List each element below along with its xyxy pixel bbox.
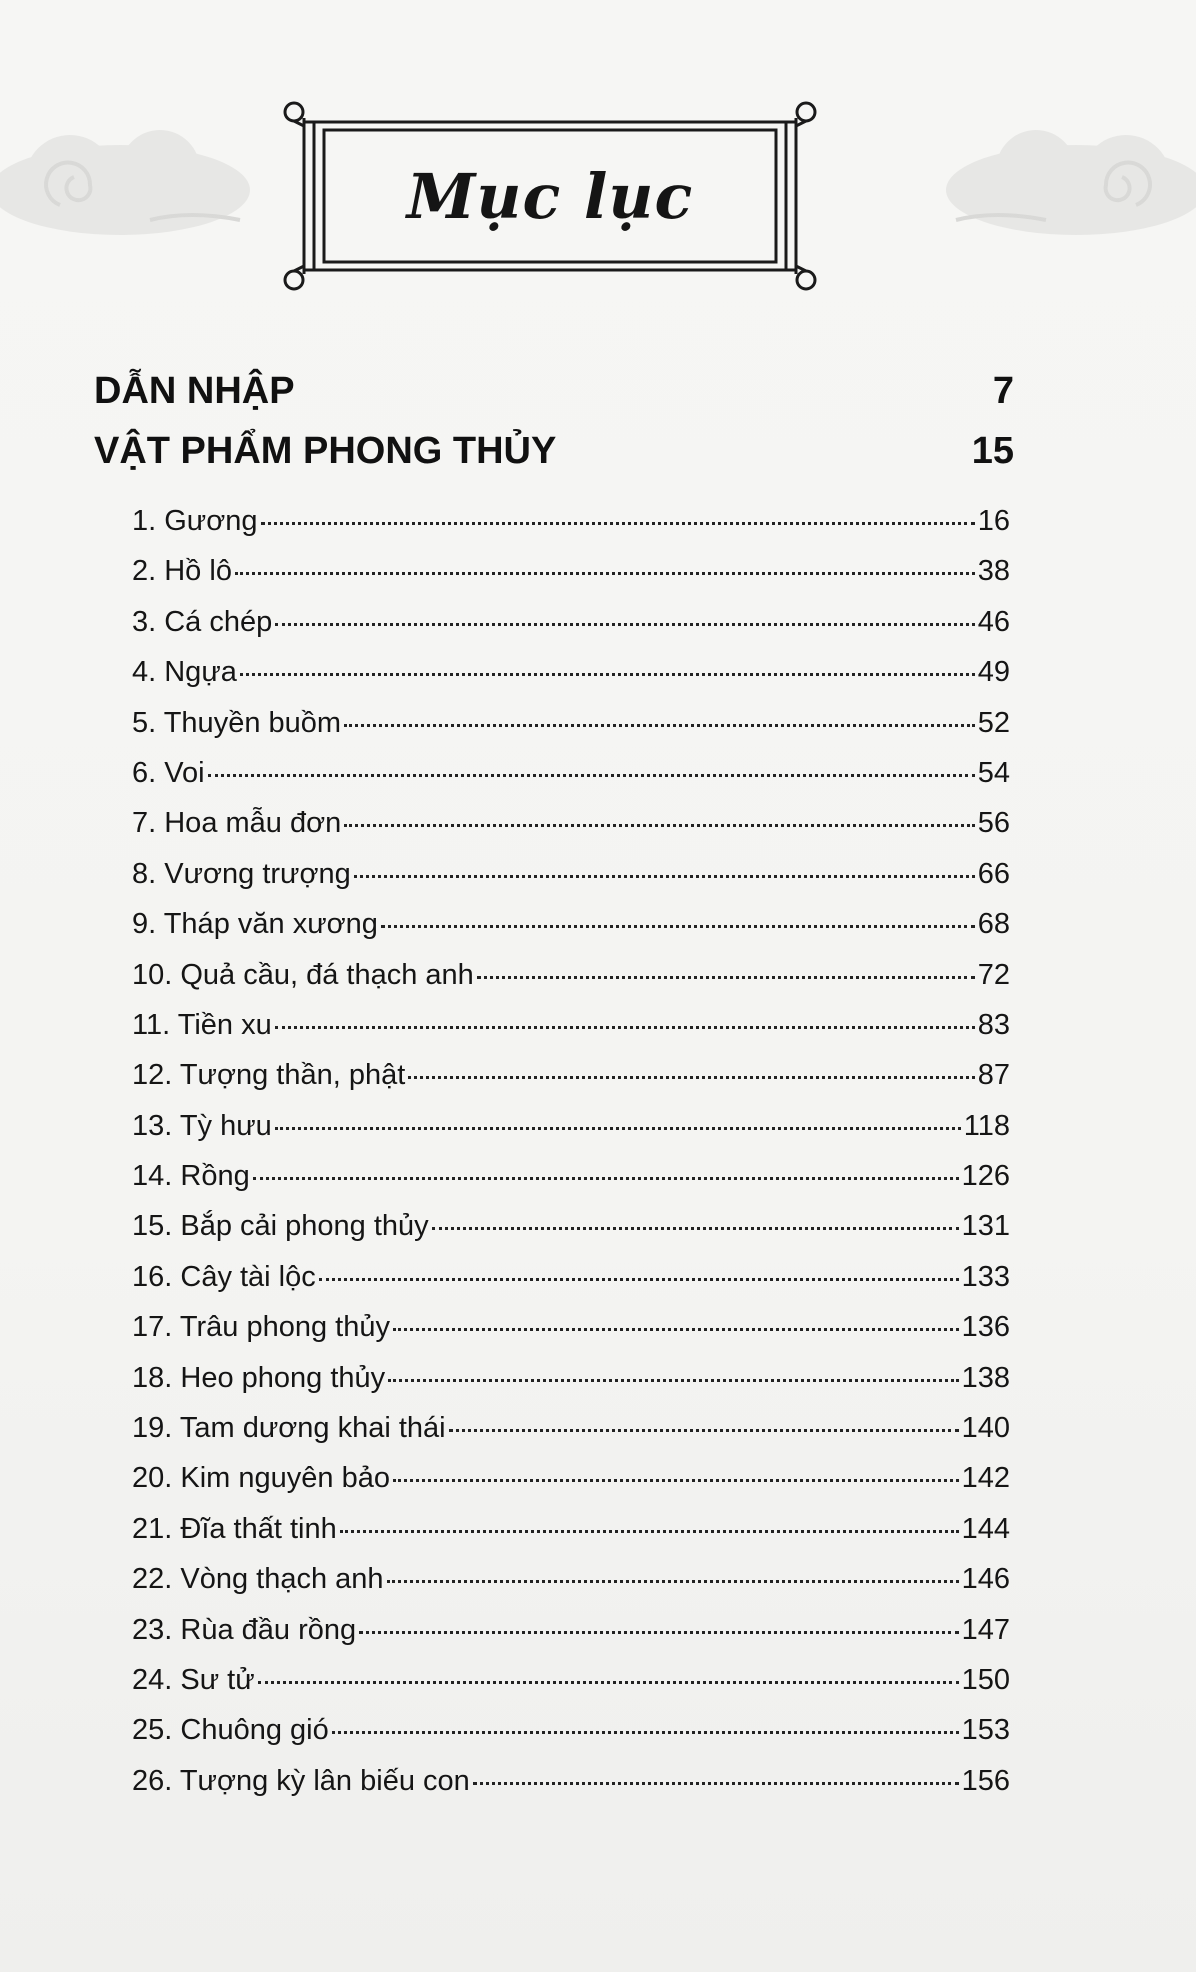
toc-entry-page: 56 bbox=[977, 807, 1010, 840]
page-title: Mục lục bbox=[406, 159, 694, 233]
dot-leader bbox=[275, 1026, 975, 1029]
dot-leader bbox=[261, 522, 975, 525]
toc-entry-page: 118 bbox=[963, 1109, 1010, 1142]
toc-entry bbox=[132, 1664, 1010, 1714]
toc-entry-label: 9. Tháp văn xương bbox=[132, 908, 378, 941]
section-label: VẬT PHẨM PHONG THỦY bbox=[94, 430, 557, 472]
toc-entry-label: 18. Heo phong thủy bbox=[132, 1361, 386, 1394]
toc-entry bbox=[132, 1614, 1010, 1664]
dot-leader bbox=[253, 1177, 959, 1180]
toc-entry-label: 5. Thuyền buồm bbox=[132, 706, 342, 739]
dot-leader bbox=[275, 623, 974, 626]
toc-entry-label: 15. Bắp cải phong thủy bbox=[132, 1210, 429, 1243]
toc-entry-label: 16. Cây tài lộc bbox=[132, 1260, 316, 1293]
toc-entry-label: 12. Tượng thần, phật bbox=[132, 1059, 406, 1092]
dot-leader bbox=[275, 1127, 961, 1130]
section-heading bbox=[94, 370, 1014, 430]
toc-entry-label: 3. Cá chép bbox=[132, 605, 273, 638]
dot-leader bbox=[208, 774, 975, 777]
toc-entry bbox=[132, 606, 1010, 656]
toc-entry-page: 153 bbox=[961, 1714, 1010, 1747]
toc-entry-page: 150 bbox=[961, 1663, 1010, 1696]
toc-entry-label: 2. Hồ lô bbox=[132, 555, 232, 588]
dot-leader bbox=[432, 1227, 959, 1230]
toc-entry bbox=[132, 707, 1010, 757]
toc-entry-page: 46 bbox=[977, 605, 1010, 638]
section-headings bbox=[94, 370, 1014, 490]
cloud-ornament-right bbox=[896, 110, 1196, 260]
toc-entry-page: 68 bbox=[977, 908, 1010, 941]
toc-entry-page: 66 bbox=[977, 857, 1010, 890]
toc-entry-label: 10. Quả cầu, đá thạch anh bbox=[132, 958, 474, 991]
toc-entry-page: 156 bbox=[961, 1764, 1010, 1797]
toc-entry-page: 133 bbox=[961, 1260, 1010, 1293]
section-label: DẪN NHẬP bbox=[94, 370, 295, 412]
toc-entry-page: 147 bbox=[961, 1613, 1010, 1646]
toc-entry-label: 21. Đĩa thất tinh bbox=[132, 1512, 337, 1545]
section-page: 7 bbox=[992, 370, 1014, 412]
dot-leader bbox=[381, 925, 975, 928]
toc-entry bbox=[132, 1362, 1010, 1412]
toc-entry-label: 4. Ngựa bbox=[132, 656, 237, 689]
toc-entry-label: 7. Hoa mẫu đơn bbox=[132, 807, 342, 840]
dot-leader bbox=[344, 824, 974, 827]
toc-entry bbox=[132, 1160, 1010, 1210]
toc-entry-label: 6. Voi bbox=[132, 756, 205, 789]
toc-entry bbox=[132, 1311, 1010, 1361]
toc-entry-label: 13. Tỳ hưu bbox=[132, 1109, 272, 1142]
dot-leader bbox=[354, 875, 975, 878]
toc-entry-page: 140 bbox=[961, 1412, 1010, 1445]
toc-entry bbox=[132, 1110, 1010, 1160]
cloud-ornament-left bbox=[0, 110, 300, 260]
toc-entry bbox=[132, 1563, 1010, 1613]
dot-leader bbox=[359, 1631, 958, 1634]
dot-leader bbox=[477, 976, 975, 979]
toc-entry-label: 23. Rùa đầu rồng bbox=[132, 1613, 357, 1646]
toc-entry bbox=[132, 1009, 1010, 1059]
dot-leader bbox=[240, 673, 975, 676]
toc-entry-page: 83 bbox=[977, 1008, 1010, 1041]
toc-entry bbox=[132, 908, 1010, 958]
dot-leader bbox=[258, 1681, 959, 1684]
toc-entry-label: 25. Chuông gió bbox=[132, 1714, 329, 1747]
toc-entry bbox=[132, 1765, 1010, 1815]
dot-leader bbox=[340, 1530, 959, 1533]
toc-entry-page: 146 bbox=[961, 1563, 1010, 1596]
toc-entry bbox=[132, 1714, 1010, 1764]
dot-leader bbox=[388, 1379, 958, 1382]
toc-entry bbox=[132, 505, 1010, 555]
toc-entry bbox=[132, 1412, 1010, 1462]
toc-entry-label: 19. Tam dương khai thái bbox=[132, 1412, 446, 1445]
toc-entry bbox=[132, 807, 1010, 857]
toc-entry bbox=[132, 959, 1010, 1009]
toc-entry-page: 142 bbox=[961, 1462, 1010, 1495]
toc-entry-page: 87 bbox=[977, 1059, 1010, 1092]
toc-list bbox=[132, 505, 1010, 1815]
toc-entry-label: 14. Rồng bbox=[132, 1160, 250, 1193]
dot-leader bbox=[235, 572, 975, 575]
toc-entry-page: 38 bbox=[977, 555, 1010, 588]
dot-leader bbox=[344, 724, 975, 727]
toc-entry-label: 17. Trâu phong thủy bbox=[132, 1311, 390, 1344]
toc-entry-label: 11. Tiền xu bbox=[132, 1008, 272, 1041]
toc-entry-page: 138 bbox=[961, 1361, 1010, 1394]
dot-leader bbox=[449, 1429, 959, 1432]
toc-entry bbox=[132, 858, 1010, 908]
toc-entry-page: 131 bbox=[961, 1210, 1010, 1243]
dot-leader bbox=[393, 1328, 959, 1331]
toc-entry-page: 72 bbox=[977, 958, 1010, 991]
toc-entry-page: 16 bbox=[977, 505, 1010, 537]
toc-entry-page: 126 bbox=[961, 1160, 1010, 1193]
toc-entry-page: 54 bbox=[977, 756, 1010, 789]
toc-entry-page: 144 bbox=[961, 1512, 1010, 1545]
title-frame bbox=[280, 96, 820, 296]
dot-leader bbox=[319, 1278, 959, 1281]
toc-entry-label: 8. Vương trượng bbox=[132, 857, 351, 890]
toc-entry-label: 26. Tượng kỳ lân biếu con bbox=[132, 1764, 470, 1797]
dot-leader bbox=[408, 1076, 974, 1079]
toc-entry bbox=[132, 1059, 1010, 1109]
section-heading bbox=[94, 430, 1014, 490]
dot-leader bbox=[473, 1782, 959, 1785]
toc-entry bbox=[132, 1261, 1010, 1311]
dot-leader bbox=[332, 1731, 959, 1734]
toc-entry-label: 1. Gương bbox=[132, 505, 258, 537]
toc-entry bbox=[132, 656, 1010, 706]
toc-entry-label: 24. Sư tử bbox=[132, 1663, 255, 1696]
toc-entry bbox=[132, 1462, 1010, 1512]
toc-entry bbox=[132, 1513, 1010, 1563]
toc-entry-page: 49 bbox=[977, 656, 1010, 689]
toc-entry bbox=[132, 757, 1010, 807]
toc-entry bbox=[132, 555, 1010, 605]
dot-leader bbox=[387, 1580, 959, 1583]
toc-entry-page: 136 bbox=[961, 1311, 1010, 1344]
toc-entry bbox=[132, 1210, 1010, 1260]
toc-entry-page: 52 bbox=[977, 706, 1010, 739]
toc-entry-label: 22. Vòng thạch anh bbox=[132, 1563, 384, 1596]
section-page: 15 bbox=[971, 430, 1014, 472]
toc-entry-label: 20. Kim nguyên bảo bbox=[132, 1462, 390, 1495]
dot-leader bbox=[393, 1479, 959, 1482]
